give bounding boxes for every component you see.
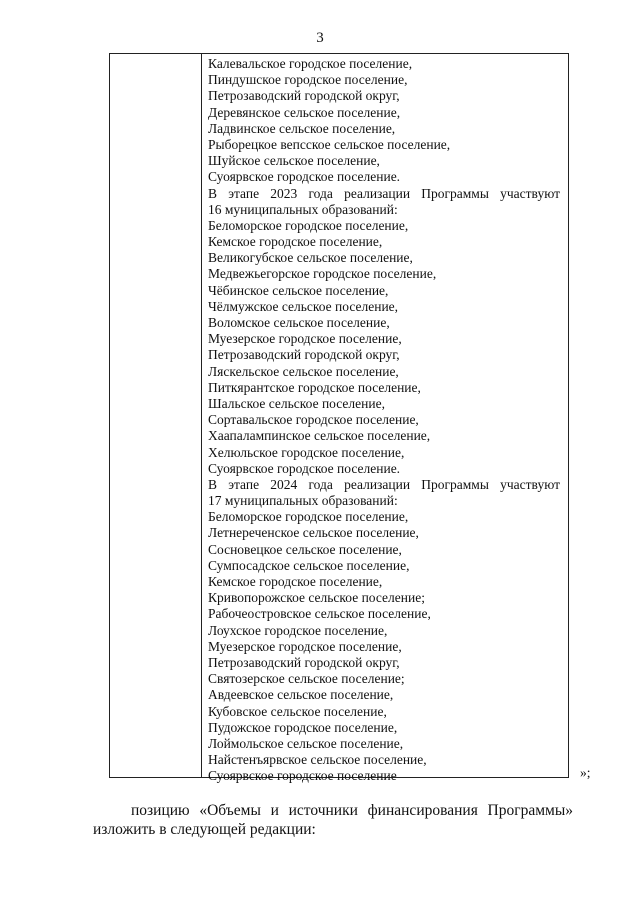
list-item: Кривопорожское сельское поселение; <box>208 590 425 606</box>
list-item: Деревянское сельское поселение, <box>208 104 401 120</box>
list-item: Авдеевское сельское поселение, <box>208 687 394 703</box>
list-item: Рабочеостровское сельское поселение, <box>208 606 431 622</box>
list-item: Чёлмужское сельское поселение, <box>208 298 399 314</box>
closing-quote-mark: »; <box>580 765 591 780</box>
list-item: Суоярвское городское поселение <box>208 768 397 784</box>
list-item: Сортавальское городское поселение, <box>208 412 419 428</box>
list-item: Петрозаводский городской округ, <box>208 654 400 670</box>
list-item: Великогубское сельское поселение, <box>208 250 413 266</box>
list-item: Сосновецкое сельское поселение, <box>208 541 402 557</box>
stage-2024-heading <box>208 477 560 509</box>
list-item: Чёбинское сельское поселение, <box>208 282 389 298</box>
list-item: Воломское сельское поселение, <box>208 315 390 330</box>
list-item: Медвежьегорское городское поселение, <box>208 266 437 282</box>
program-table <box>109 53 569 784</box>
list-item: Ляскельское сельское поселение, <box>208 363 399 379</box>
list-item: Сумпосадское сельское поселение, <box>208 557 410 573</box>
list-item: Беломорское городское поселение, <box>208 509 409 525</box>
list-item: Хаапалампинское сельское поселение, <box>208 428 431 444</box>
page-number: 3 <box>316 30 324 46</box>
stage-2023-heading-line2: 16 муниципальных образований: <box>208 201 398 217</box>
stage-2024-heading-line1: В этапе 2024 года реализации Программы участвуют <box>208 476 560 492</box>
stage-2023-heading-line1: В этапе 2023 года реализации Программы участвуют <box>208 185 560 201</box>
list-item: Пудожское городское поселение, <box>208 719 398 735</box>
list-item: Найстенъярвское сельское поселение, <box>208 752 427 768</box>
list-item: Беломорское городское поселение, <box>208 217 409 233</box>
list-item: Рыборецкое вепсское сельское поселение, <box>208 136 451 152</box>
list-item: Муезерское городское поселение, <box>208 331 402 347</box>
list-item: Хелюльское городское поселение, <box>208 444 405 460</box>
list-item: Петрозаводский городской округ, <box>208 88 400 104</box>
list-item: Ладвинское сельское поселение, <box>208 120 396 136</box>
footer-line2: изложить в следующей редакции: <box>93 821 316 838</box>
stage-2024-heading-line2: 17 муниципальных образований: <box>208 493 398 509</box>
table-column-divider <box>201 54 202 777</box>
list-item: Летнереченское сельское поселение, <box>208 525 419 541</box>
list-item: Лоймольское сельское поселение, <box>208 735 404 751</box>
list-item: Кемское городское поселение, <box>208 574 383 589</box>
list-item: Кемское городское поселение, <box>208 234 383 250</box>
list-item: Муезерское городское поселение, <box>208 638 402 654</box>
stage-2023-list <box>208 218 560 477</box>
list-item: Суоярвское городское поселение. <box>208 460 401 476</box>
footer-paragraph <box>93 801 573 839</box>
list-item: Петрозаводский городской округ, <box>208 347 400 363</box>
list-item: Кубовское сельское поселение, <box>208 703 387 719</box>
table-content <box>208 56 560 784</box>
list-item: Шальское сельское поселение, <box>208 395 385 411</box>
list-item: Лоухское городское поселение, <box>208 622 388 638</box>
stage-2023-heading <box>208 186 560 218</box>
list-item: Святозерское сельское поселение; <box>208 671 405 687</box>
block-top <box>208 56 560 186</box>
list-item: Пиндушское городское поселение, <box>208 72 408 88</box>
footer-line1: позицию «Объемы и источники финансирования Программы» <box>131 802 573 819</box>
list-item: Шуйское сельское поселение, <box>208 153 380 169</box>
stage-2024-list <box>208 509 560 784</box>
list-item: Калевальское городское поселение, <box>208 56 413 71</box>
list-item: Суоярвское городское поселение. <box>208 169 401 185</box>
list-item: Питкярантское городское поселение, <box>208 379 421 395</box>
